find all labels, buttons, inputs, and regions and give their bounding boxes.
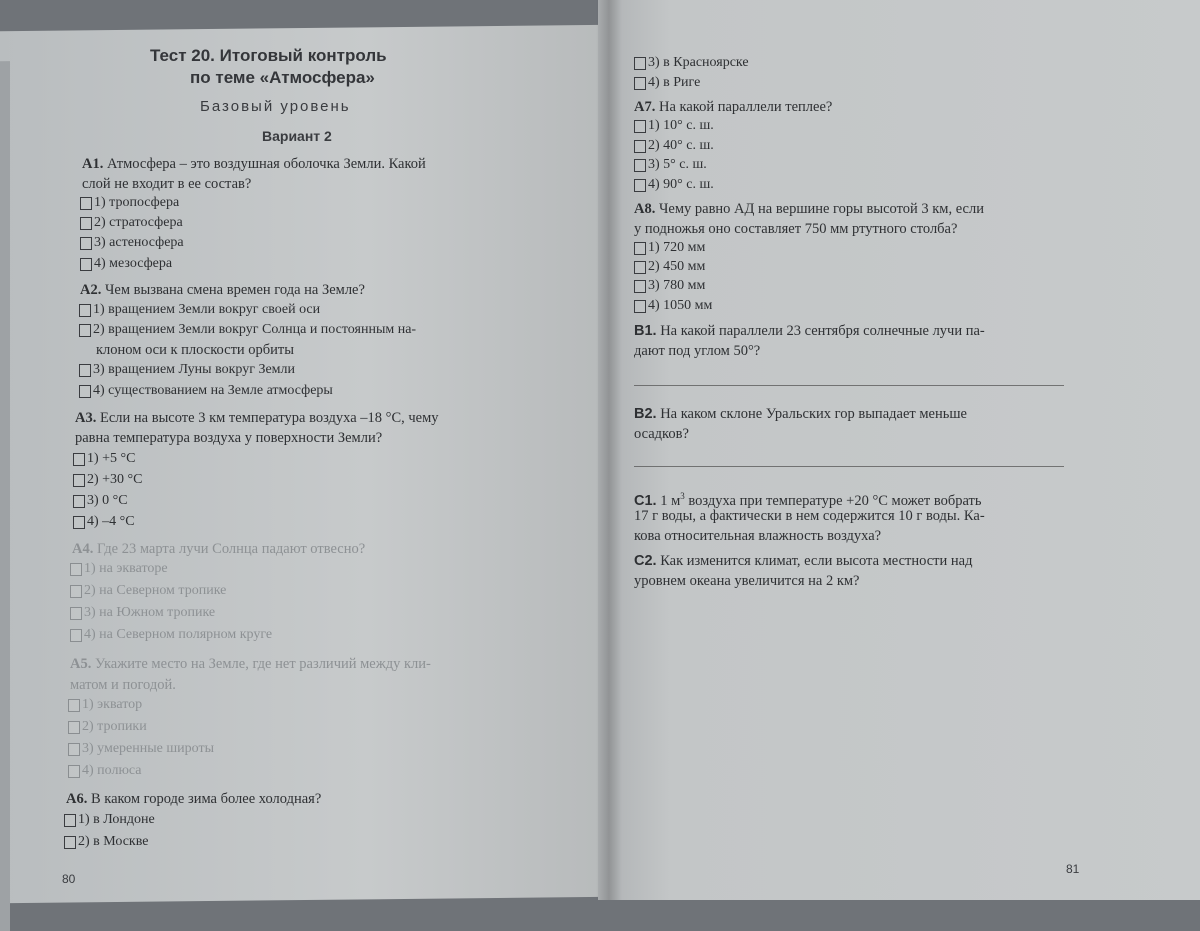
option-a5-2[interactable]: 2) тропики: [68, 719, 147, 735]
option-a8-3[interactable]: 3) 780 мм: [634, 278, 705, 294]
question-number: B2.: [634, 406, 657, 422]
checkbox[interactable]: [79, 385, 91, 398]
question-b1: [634, 321, 985, 341]
option-a4-4[interactable]: 4) на Северном полярном круге: [70, 627, 272, 643]
question-text: В каком городе зима более холодная?: [90, 791, 322, 807]
question-number: A6.: [66, 791, 88, 807]
question-text: Если на высоте 3 км температура воздуха –18 °С, чему: [99, 410, 439, 426]
checkbox[interactable]: [70, 629, 82, 642]
question-a3: [75, 408, 439, 428]
option-a3-2[interactable]: 2) +30 °С: [73, 472, 143, 488]
option-a7-2[interactable]: 2) 40° с. ш.: [634, 138, 714, 154]
option-a7-4[interactable]: 4) 90° с. ш.: [634, 177, 714, 193]
question-number: C1.: [634, 492, 657, 509]
checkbox[interactable]: [73, 495, 85, 508]
question-a8-cont: у подножья оно составляет 750 мм ртутного столба?: [634, 221, 958, 237]
option-a2-1[interactable]: 1) вращением Земли вокруг своей оси: [79, 302, 320, 318]
checkbox[interactable]: [634, 140, 646, 153]
option-a4-2[interactable]: 2) на Северном тропике: [70, 583, 226, 599]
checkbox[interactable]: [634, 179, 646, 192]
question-text: На какой параллели теплее?: [658, 99, 833, 115]
question-a4: [72, 539, 365, 559]
checkbox[interactable]: [634, 57, 646, 70]
question-a6: [66, 789, 321, 809]
question-text: На какой параллели 23 сентября солнечные лучи па-: [660, 323, 985, 339]
question-text: Атмосфера – это воздушная оболочка Земли. Какой: [106, 156, 426, 172]
question-text: Чем вызвана смена времен года на Земле?: [104, 282, 365, 298]
question-a2: [80, 280, 365, 300]
option-a1-2[interactable]: 2) стратосфера: [80, 215, 183, 231]
question-b2: [634, 404, 967, 424]
right-page: [598, 0, 1200, 900]
checkbox[interactable]: [73, 474, 85, 487]
answer-line-b2[interactable]: [634, 466, 1064, 467]
checkbox[interactable]: [68, 721, 80, 734]
checkbox[interactable]: [79, 364, 91, 377]
question-text: Как изменится климат, если высота местности над: [660, 553, 973, 569]
book-gutter: [596, 0, 622, 900]
option-a2-2-cont: клоном оси к плоскости орбиты: [96, 342, 295, 358]
checkbox[interactable]: [64, 836, 76, 849]
option-a4-1[interactable]: 1) на экваторе: [70, 561, 168, 577]
checkbox[interactable]: [70, 585, 82, 598]
question-number: A3.: [75, 410, 97, 426]
checkbox[interactable]: [80, 217, 92, 230]
option-a6-2[interactable]: 2) в Москве: [64, 834, 148, 850]
option-a6-1[interactable]: 1) в Лондоне: [64, 812, 155, 828]
question-c2-cont: уровнем океана увеличится на 2 км?: [634, 573, 860, 589]
test-title-line1: Тест 20. Итоговый контроль: [150, 46, 387, 65]
option-a3-4[interactable]: 4) –4 °С: [73, 514, 135, 530]
checkbox[interactable]: [68, 765, 80, 778]
option-a1-1[interactable]: 1) тропосфера: [80, 195, 179, 211]
question-number: A8.: [634, 201, 656, 217]
answer-line-b1[interactable]: [634, 385, 1064, 386]
checkbox[interactable]: [68, 743, 80, 756]
question-number: B1.: [634, 323, 657, 339]
checkbox[interactable]: [634, 77, 646, 90]
question-text: Укажите место на Земле, где нет различий между кли-: [94, 656, 431, 672]
question-a5: [70, 654, 431, 674]
option-a6-4[interactable]: 4) в Риге: [634, 75, 700, 91]
option-a2-3[interactable]: 3) вращением Луны вокруг Земли: [79, 362, 295, 378]
option-a8-4[interactable]: 4) 1050 мм: [634, 298, 712, 314]
checkbox[interactable]: [634, 261, 646, 274]
question-a1: [82, 154, 426, 174]
question-c2: [634, 551, 972, 571]
question-c1-cont: 17 г воды, а фактически в нем содержится 10 г воды. Ка-: [634, 508, 985, 524]
checkbox[interactable]: [73, 453, 85, 466]
option-a1-4[interactable]: 4) мезосфера: [80, 256, 172, 272]
question-a1-cont: слой не входит в ее состав?: [82, 176, 252, 192]
option-a8-2[interactable]: 2) 450 мм: [634, 259, 705, 275]
question-c1: C1. 1 $м^3$ воздуха при температуре +20 °С может вобрать: [634, 491, 982, 509]
checkbox[interactable]: [68, 699, 80, 712]
question-a7: [634, 97, 832, 117]
checkbox[interactable]: [64, 814, 76, 827]
option-a8-1[interactable]: 1) 720 мм: [634, 240, 705, 256]
question-c1-cont2: кова относительная влажность воздуха?: [634, 528, 882, 544]
checkbox[interactable]: [634, 120, 646, 133]
variant-heading: Вариант 2: [262, 128, 332, 144]
page-edge: [0, 61, 10, 931]
checkbox[interactable]: [634, 242, 646, 255]
question-b2-cont: осадков?: [634, 426, 689, 442]
option-a1-3[interactable]: 3) астеносфера: [80, 235, 184, 251]
page-number-right: 81: [1066, 862, 1080, 876]
question-text: Где 23 марта лучи Солнца падают отвесно?: [96, 541, 366, 557]
option-a5-1[interactable]: 1) экватор: [68, 697, 142, 713]
option-a2-4[interactable]: 4) существованием на Земле атмосферы: [79, 383, 333, 399]
option-a3-1[interactable]: 1) +5 °С: [73, 451, 136, 467]
option-a4-3[interactable]: 3) на Южном тропике: [70, 605, 215, 621]
question-text: Чему равно АД на вершине горы высотой 3 км, если: [658, 201, 984, 217]
checkbox[interactable]: [634, 280, 646, 293]
checkbox[interactable]: [70, 607, 82, 620]
question-a8: [634, 199, 984, 219]
question-number: C2.: [634, 553, 657, 569]
question-number: A1.: [82, 156, 104, 172]
checkbox[interactable]: [70, 563, 82, 576]
checkbox[interactable]: [79, 324, 91, 337]
checkbox[interactable]: [79, 304, 91, 317]
question-number: A5.: [70, 656, 92, 672]
option-a5-4[interactable]: 4) полюса: [68, 763, 142, 779]
level-heading: Базовый уровень: [200, 98, 351, 115]
option-a2-2[interactable]: 2) вращением Земли вокруг Солнца и постоянным на-: [79, 322, 416, 338]
checkbox[interactable]: [80, 237, 92, 250]
checkbox[interactable]: [80, 197, 92, 210]
checkbox[interactable]: [80, 258, 92, 271]
option-a5-3[interactable]: 3) умеренные широты: [68, 741, 214, 757]
question-number: A2.: [80, 282, 102, 298]
question-number: A4.: [72, 541, 94, 557]
question-a5-cont: матом и погодой.: [70, 677, 176, 693]
question-number: A7.: [634, 99, 656, 115]
test-title-line2: по теме «Атмосфера»: [190, 68, 375, 87]
option-a7-1[interactable]: 1) 10° с. ш.: [634, 118, 714, 134]
checkbox[interactable]: [634, 159, 646, 172]
question-text: На каком склоне Уральских гор выпадает меньше: [660, 406, 967, 422]
page-number-left: 80: [62, 872, 76, 886]
question-a3-cont: равна температура воздуха у поверхности Земли?: [75, 430, 383, 446]
checkbox[interactable]: [73, 516, 85, 529]
option-a6-3[interactable]: 3) в Красноярске: [634, 55, 749, 71]
option-a7-3[interactable]: 3) 5° с. ш.: [634, 157, 707, 173]
checkbox[interactable]: [634, 300, 646, 313]
option-a3-3[interactable]: 3) 0 °С: [73, 493, 128, 509]
question-b1-cont: дают под углом 50°?: [634, 343, 761, 359]
